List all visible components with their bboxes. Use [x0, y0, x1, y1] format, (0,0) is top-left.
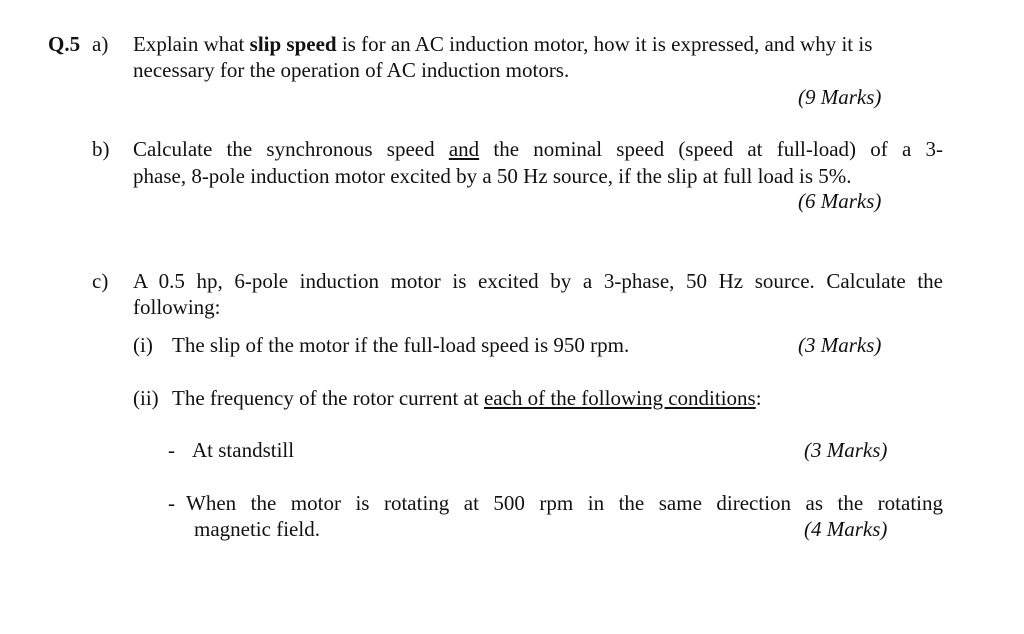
part-c-i-text: The slip of the motor if the full-load speed is 950 rpm.	[172, 333, 630, 357]
part-b-line-1	[133, 137, 943, 161]
part-b-line-1-pre: Calculate the synchronous speed	[133, 137, 449, 161]
part-a-line-1-pre: Explain what	[133, 32, 250, 56]
question-number: Q.5	[48, 32, 81, 56]
part-c-ii-text-post: :	[755, 386, 762, 410]
part-a-label: a)	[92, 32, 109, 56]
part-a-line-1	[133, 32, 872, 56]
part-c-i-marks: (3 Marks)	[798, 333, 882, 357]
condition-1-marks: (3 Marks)	[804, 438, 888, 462]
part-b-label: b)	[92, 137, 110, 161]
condition-1-text: At standstill	[192, 438, 295, 462]
part-c-ii-text-pre: The frequency of the rotor current at	[172, 386, 484, 410]
part-b-line-2: phase, 8-pole induction motor excited by a 50 Hz source, if the slip at full load is 5%.	[133, 164, 852, 188]
part-c-ii-conditions-underlined: each of the following conditions	[483, 386, 756, 410]
part-a-line-2: necessary for the operation of AC induction motors.	[133, 58, 570, 82]
part-c-ii-text	[172, 386, 762, 410]
condition-2-bullet: -	[168, 491, 175, 515]
part-c-line-1: A 0.5 hp, 6-pole induction motor is excited by a 3-phase, 50 Hz source. Calculate the	[133, 269, 943, 293]
part-c-ii-label: (ii)	[133, 386, 159, 410]
part-c-label: c)	[92, 269, 109, 293]
condition-2-marks: (4 Marks)	[804, 517, 888, 541]
part-a-slip-speed-term: slip speed	[249, 32, 337, 56]
part-b-marks: (6 Marks)	[798, 189, 882, 213]
part-b-and-underlined: and	[448, 137, 480, 161]
part-c-line-2: following:	[133, 295, 221, 319]
part-b-line-1-post: the nominal speed (speed at full-load) of a 3-	[479, 137, 943, 161]
condition-1-bullet: -	[168, 438, 175, 462]
part-c-i-label: (i)	[133, 333, 153, 357]
part-a-marks: (9 Marks)	[798, 85, 882, 109]
condition-2-line-2: magnetic field.	[194, 517, 320, 541]
condition-2-line-1: When the motor is rotating at 500 rpm in the same direction as the rotating	[186, 491, 943, 515]
part-a-line-1-post: is for an AC induction motor, how it is expressed, and why it is	[336, 32, 873, 56]
